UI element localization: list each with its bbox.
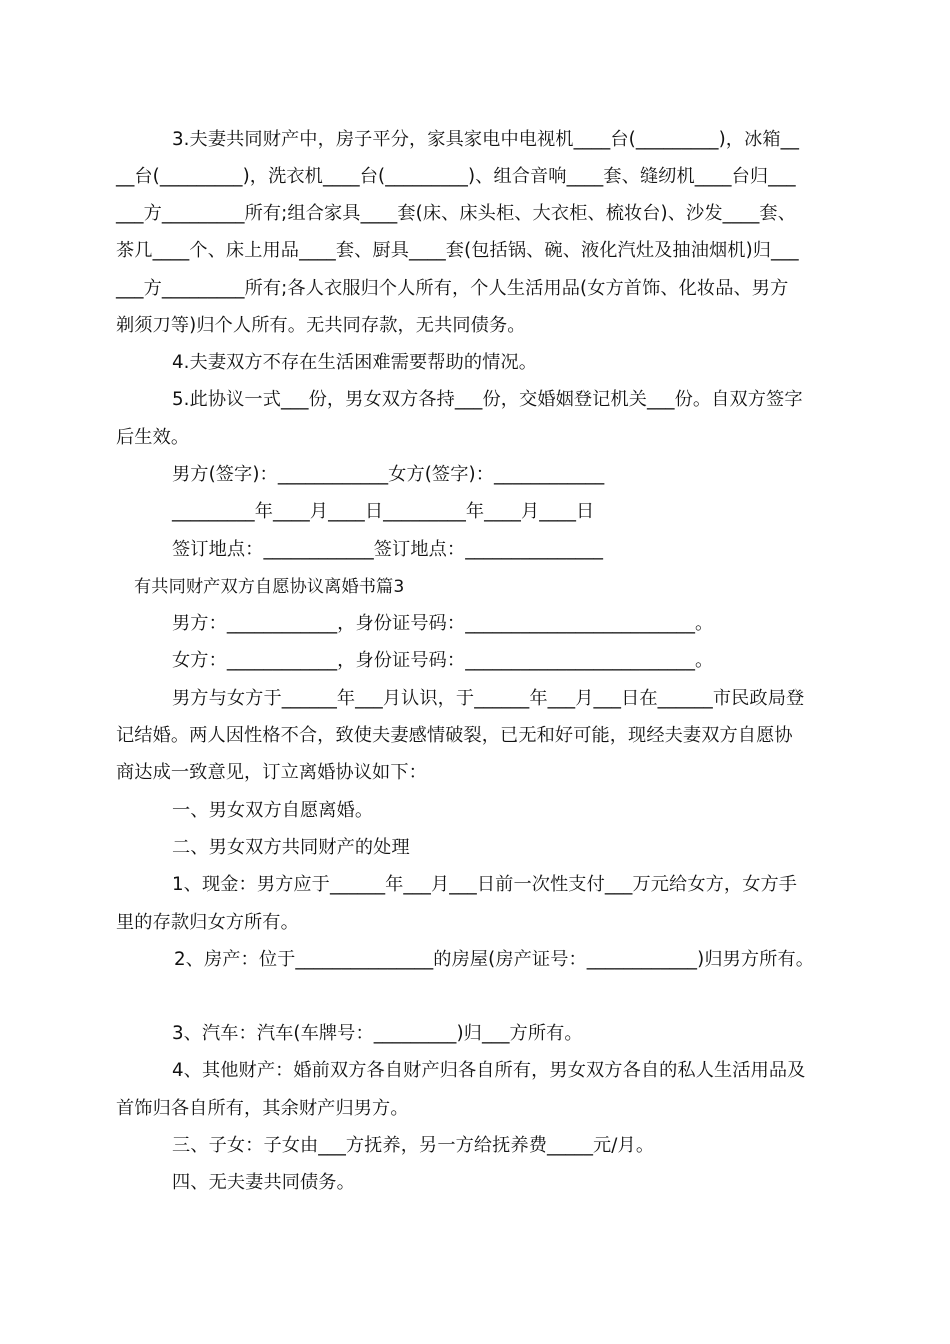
paragraph-line: 4.夫妻双方不存在生活困难需要帮助的情况。 xyxy=(172,352,538,373)
clause-line: 三、子女：子女由___方抚养，另一方给抚养费_____元/月。 xyxy=(172,1135,655,1156)
date-line: _________年____月____日_________年____月____日 xyxy=(172,501,595,522)
section-heading: 有共同财产双方自愿协议离婚书篇3 xyxy=(134,577,405,597)
paragraph-line: 记结婚。两人因性格不合，致使夫妻感情破裂，已无和好可能，现经夫妻双方自愿协 xyxy=(116,725,793,746)
clause-line: 二、男女双方共同财产的处理 xyxy=(172,837,410,858)
clause-line: 首饰归各自所有，其余财产归男方。 xyxy=(116,1098,409,1119)
clause-line: 一、男女双方自愿离婚。 xyxy=(172,800,374,821)
paragraph-line: 茶几____个、床上用品____套、厨具____套(包括锅、碗、液化汽灶及抽油烟机)归___ xyxy=(116,240,799,261)
signature-line: 男方(签字)：____________女方(签字)：____________ xyxy=(172,464,605,485)
paragraph-line: ___方_________所有;各人衣服归个人所有，个人生活用品(女方首饰、化妆品、男方 xyxy=(116,278,789,299)
clause-line: 3、汽车：汽车(车牌号：_________)归___方所有。 xyxy=(172,1023,583,1044)
clause-line: 四、无夫妻共同债务。 xyxy=(172,1172,355,1193)
paragraph-line: 5.此协议一式___份，男女双方各持___份，交婚姻登记机关___份。自双方签字 xyxy=(172,389,803,410)
clause-line: 2、房产：位于_______________的房屋(房产证号：____________)归男方所有。 xyxy=(174,949,815,970)
paragraph-line: 剃须刀等)归个人所有。无共同存款，无共同债务。 xyxy=(116,315,526,336)
paragraph-line: __台(_________)，洗衣机____台(_________)、组合音响____套、缝纫机____台归___ xyxy=(116,166,796,187)
party-line: 男方：____________，身份证号码：_________________________。 xyxy=(172,613,714,634)
paragraph-line: 后生效。 xyxy=(116,427,190,448)
clause-line: 1、现金：男方应于______年___月___日前一次性支付___万元给女方，女方手 xyxy=(172,874,798,895)
party-line: 女方：____________，身份证号码：_________________________。 xyxy=(172,650,714,671)
clause-line: 4、其他财产：婚前双方各自财产归各自所有，男女双方各自的私人生活用品及 xyxy=(172,1060,806,1081)
paragraph-line: 男方与女方于______年___月认识，于______年___月___日在______市民政局登 xyxy=(172,688,805,709)
paragraph-line: 3.夫妻共同财产中，房子平分，家具家电中电视机____台(_________)，冰箱__ xyxy=(172,129,800,150)
paragraph-line: 商达成一致意见，订立离婚协议如下： xyxy=(116,762,427,783)
clause-line: 里的存款归女方所有。 xyxy=(116,912,299,933)
paragraph-line: ___方_________所有;组合家具____套(床、床头柜、大衣柜、梳妆台)、沙发____套、 xyxy=(116,203,796,224)
signing-place-line: 签订地点：____________签订地点：_______________ xyxy=(172,539,604,560)
